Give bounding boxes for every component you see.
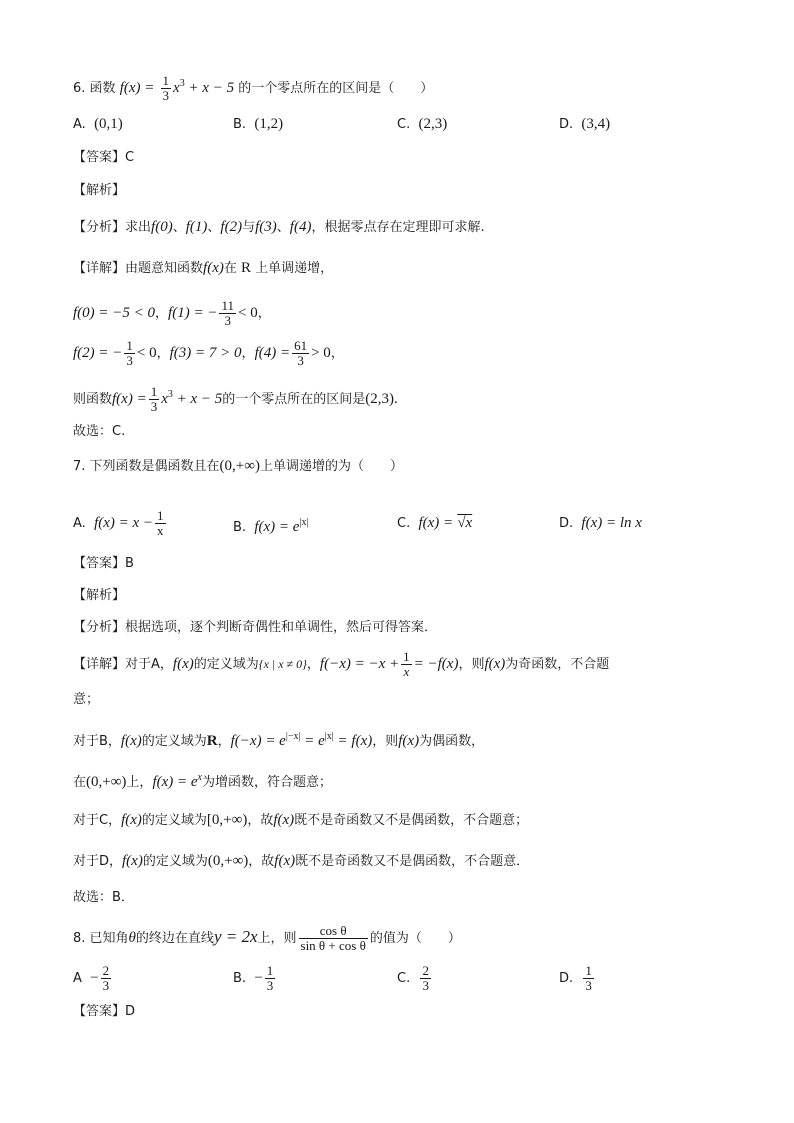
q7-xiangjie-b: 对于B，f(x)的定义域为R，$f(-x) = e^{|-x|} = e^{|x|} = f(x)$，则f(x)为偶函数，: [73, 731, 485, 749]
q7-xiangjie-b-cont: 在(0,+∞)上，$f(x) = e^x$为增函数，符合题意；: [73, 772, 333, 790]
q7-xiangjie-c: 对于C，f(x)的定义域为[0,+∞)，故f(x)既不是奇函数又不是偶函数，不合题意；: [73, 812, 529, 828]
q6-answer: 【答案】C: [73, 150, 135, 165]
q6-fenxi: 【分析】求出f(0)、f(1)、f(2)与f(3)、f(4)，根据零点存在定理即可求解.: [73, 219, 485, 235]
q8-option-d: D. $\frac{1}{3}$: [559, 963, 592, 993]
q7-option-a: A. f(x) = x − $\frac{1}{x}$: [73, 508, 164, 538]
q6-fraction: $\frac{1}{3}$: [162, 73, 170, 103]
q7-xiangjie-d: 对于D，f(x)的定义域为(0,+∞)，故f(x)既不是奇函数又不是偶函数，不合题意．: [73, 853, 530, 869]
q6-option-a: A. (0,1): [73, 116, 123, 132]
q8-option-a: A − $\frac{2}{3}$: [73, 963, 110, 993]
q6-stem: 6. 函数 f(x) = $\frac{1}{3}$ $x^3 + x - 5$ 的一个零点所在的区间是（ ）: [73, 73, 434, 103]
q6-jiexi: 【解析】: [73, 183, 126, 198]
q8-option-b: B. − $\frac{1}{3}$: [233, 963, 274, 993]
q6-option-b: B. (1,2): [233, 116, 284, 132]
q7-answer: 【答案】B: [73, 556, 134, 571]
q7-option-c: C. f(x) = √x: [397, 515, 473, 531]
q7-option-d: D. f(x) = ln x: [559, 515, 642, 531]
q8-answer: 【答案】D: [73, 1004, 136, 1019]
q6-guxuan: 故选：C.: [73, 424, 126, 439]
q8-option-c: C. $\frac{2}{3}$: [397, 963, 429, 993]
q7-jiexi: 【解析】: [73, 588, 126, 603]
q7-guxuan: 故选：B．: [73, 890, 134, 905]
q6-option-c: C. (2,3): [397, 116, 448, 132]
q7-xiangjie-a: 【详解】对于A，f(x)的定义域为{x | x ≠ 0}，f(−x) = −x + $\frac{1}{x}$ = −f(x)，则f(x)为奇函数，不合题: [73, 649, 610, 679]
q8-stem: 8. 已知角θ的终边在直线y = 2x上，则 $\frac{\text{cos θ}}{\text{sin θ + cos θ}}$ 的值为（ ）: [73, 923, 461, 953]
q6-stem-suffix: 的一个零点所在的区间是（ ）: [238, 81, 434, 96]
q6-calc-line-2: f(2) = − $\frac{1}{3}$ < 0，f(3) = 7 > 0，f(4) = $\frac{61}{3}$ > 0，: [73, 338, 344, 368]
q7-option-b: B. $f(x) = e^{|x|}$: [233, 517, 309, 535]
q6-conclusion: 则函数f(x) = $\frac{1}{3}$ $x^3 + x - 5$的一个零点所在的区间是(2,3).: [73, 384, 398, 414]
q7-xiangjie-a-cont: 意；: [73, 692, 100, 707]
q6-number: 6. 函数: [73, 81, 116, 96]
q7-fenxi: 【分析】根据选项，逐个判断奇偶性和单调性，然后可得答案．: [73, 620, 438, 635]
q6-option-d: D. (3,4): [559, 116, 611, 132]
q6-calc-line-1: f(0) = −5 < 0，f(1) = − $\frac{11}{3}$ < 0，: [73, 298, 271, 328]
q6-xiangjie: 【详解】由题意知函数f(x)在 R 上单调递增，: [73, 260, 334, 276]
q6-func-lhs: f(x) =: [119, 80, 155, 96]
q7-stem: 7. 下列函数是偶函数且在(0,+∞)上单调递增的为（ ）: [73, 458, 403, 474]
